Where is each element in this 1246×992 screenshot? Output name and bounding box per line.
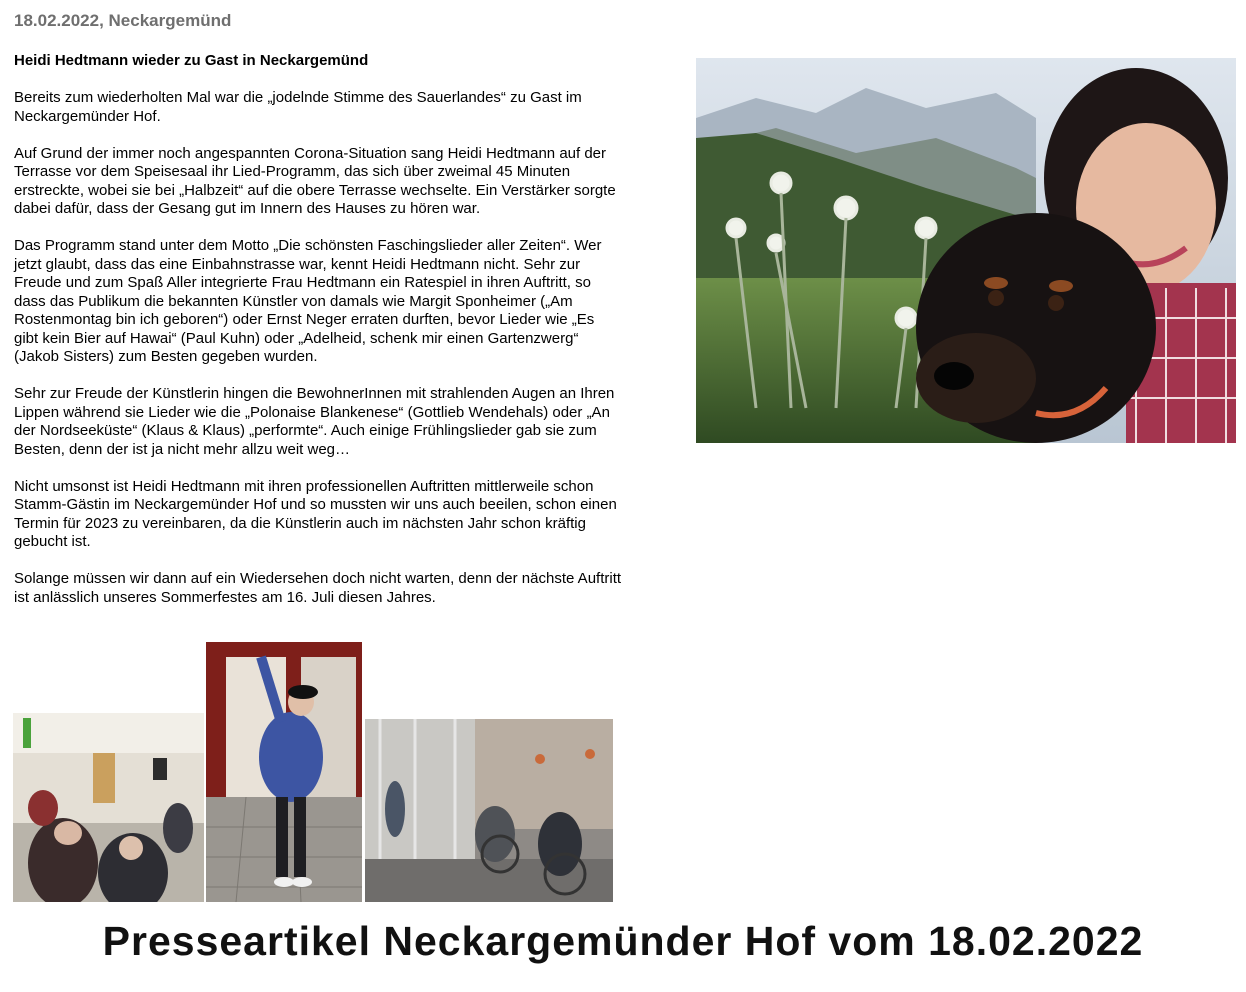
article-dateline: 18.02.2022, Neckargemünd (14, 11, 232, 30)
residents-room-photo-2 (365, 719, 613, 902)
paragraph-intro: Bereits zum wiederholten Mal war die „jodelnde Stimme des Sauerlandes“ zu Gast im Neckargemünder Hof. (14, 89, 582, 125)
paragraph-residents: Sehr zur Freude der Künstlerin hingen die BewohnerInnen mit strahlenden Augen an Ihren Lippen während sie Lieder wie die „Polonaise Blankenese“ (Gottlieb Wendehals) oder „An der Nordseeküste“ (Klaus & Klaus) „performte“. Auch einige Frühlingslieder gab sie zum Besten, denn der ist ja nicht mehr allzu weit weg… (14, 385, 615, 458)
residents-room-photo-1 (13, 713, 204, 902)
footer-title: Presseartikel Neckargemünder Hof vom 18.02.2022 (102, 918, 1144, 964)
paragraph-regular-guest: Nicht umsonst ist Heidi Hedtmann mit ihren professionellen Auftritten mittlerweile schon Stamm-Gästin im Neckargemünder Hof und so mussten wir uns auch beeilen, schon einen Termin für 2023 zu vereinbaren, da die Künstlerin auch im nächsten Jahr schon kräftig gebucht ist. (14, 477, 617, 550)
paragraph-programme: Das Programm stand unter dem Motto „Die schönsten Faschingslieder aller Zeiten“. Wer jetzt glaubt, dass das eine Einbahnstrasse war, kennt Heidi Hedtmann nicht. Sehr zur Freude und zum Spaß Aller integrierte Frau Hedtmann ein Ratespiel in ihren Auftritt, so dass das Publikum die bekannten Künstler von damals wie Margit Sponheimer („Am Rostenmontag bin ich geboren“) oder Ernst Neger erraten durften, bevor Lieder wie „Es gibt kein Bier auf Hawai“ (Paul Kuhn) oder „Adelheid, schenk mir einen Gartenzwerg“ (Jakob Sisters) zum Besten gegeben wurden. (14, 237, 602, 365)
article-headline: Heidi Hedtmann wieder zu Gast in Neckargemünd (14, 52, 369, 69)
artist-portrait-photo (696, 58, 1236, 443)
paragraph-summer-fest: Solange müssen wir dann auf ein Wiedersehen doch nicht warten, denn der nächste Auftritt ist anlässlich unseres Sommerfestes am 16. Juli diesen Jahres. (14, 570, 622, 606)
article-body (14, 89, 622, 626)
paragraph-corona: Auf Grund der immer noch angespannten Corona-Situation sang Heidi Hedtmann auf der Terrasse vor dem Speisesaal ihr Lied-Programm, das sich über zweimal 45 Minuten erstreckte, wobei sie bei „Halbzeit“ auf die obere Terrasse wechselte. Ein Verstärker sorgte dabei dafür, dass der Gesang gut im Innern des Hauses zu hören war. (14, 144, 616, 217)
singer-terrace-photo (206, 642, 362, 902)
